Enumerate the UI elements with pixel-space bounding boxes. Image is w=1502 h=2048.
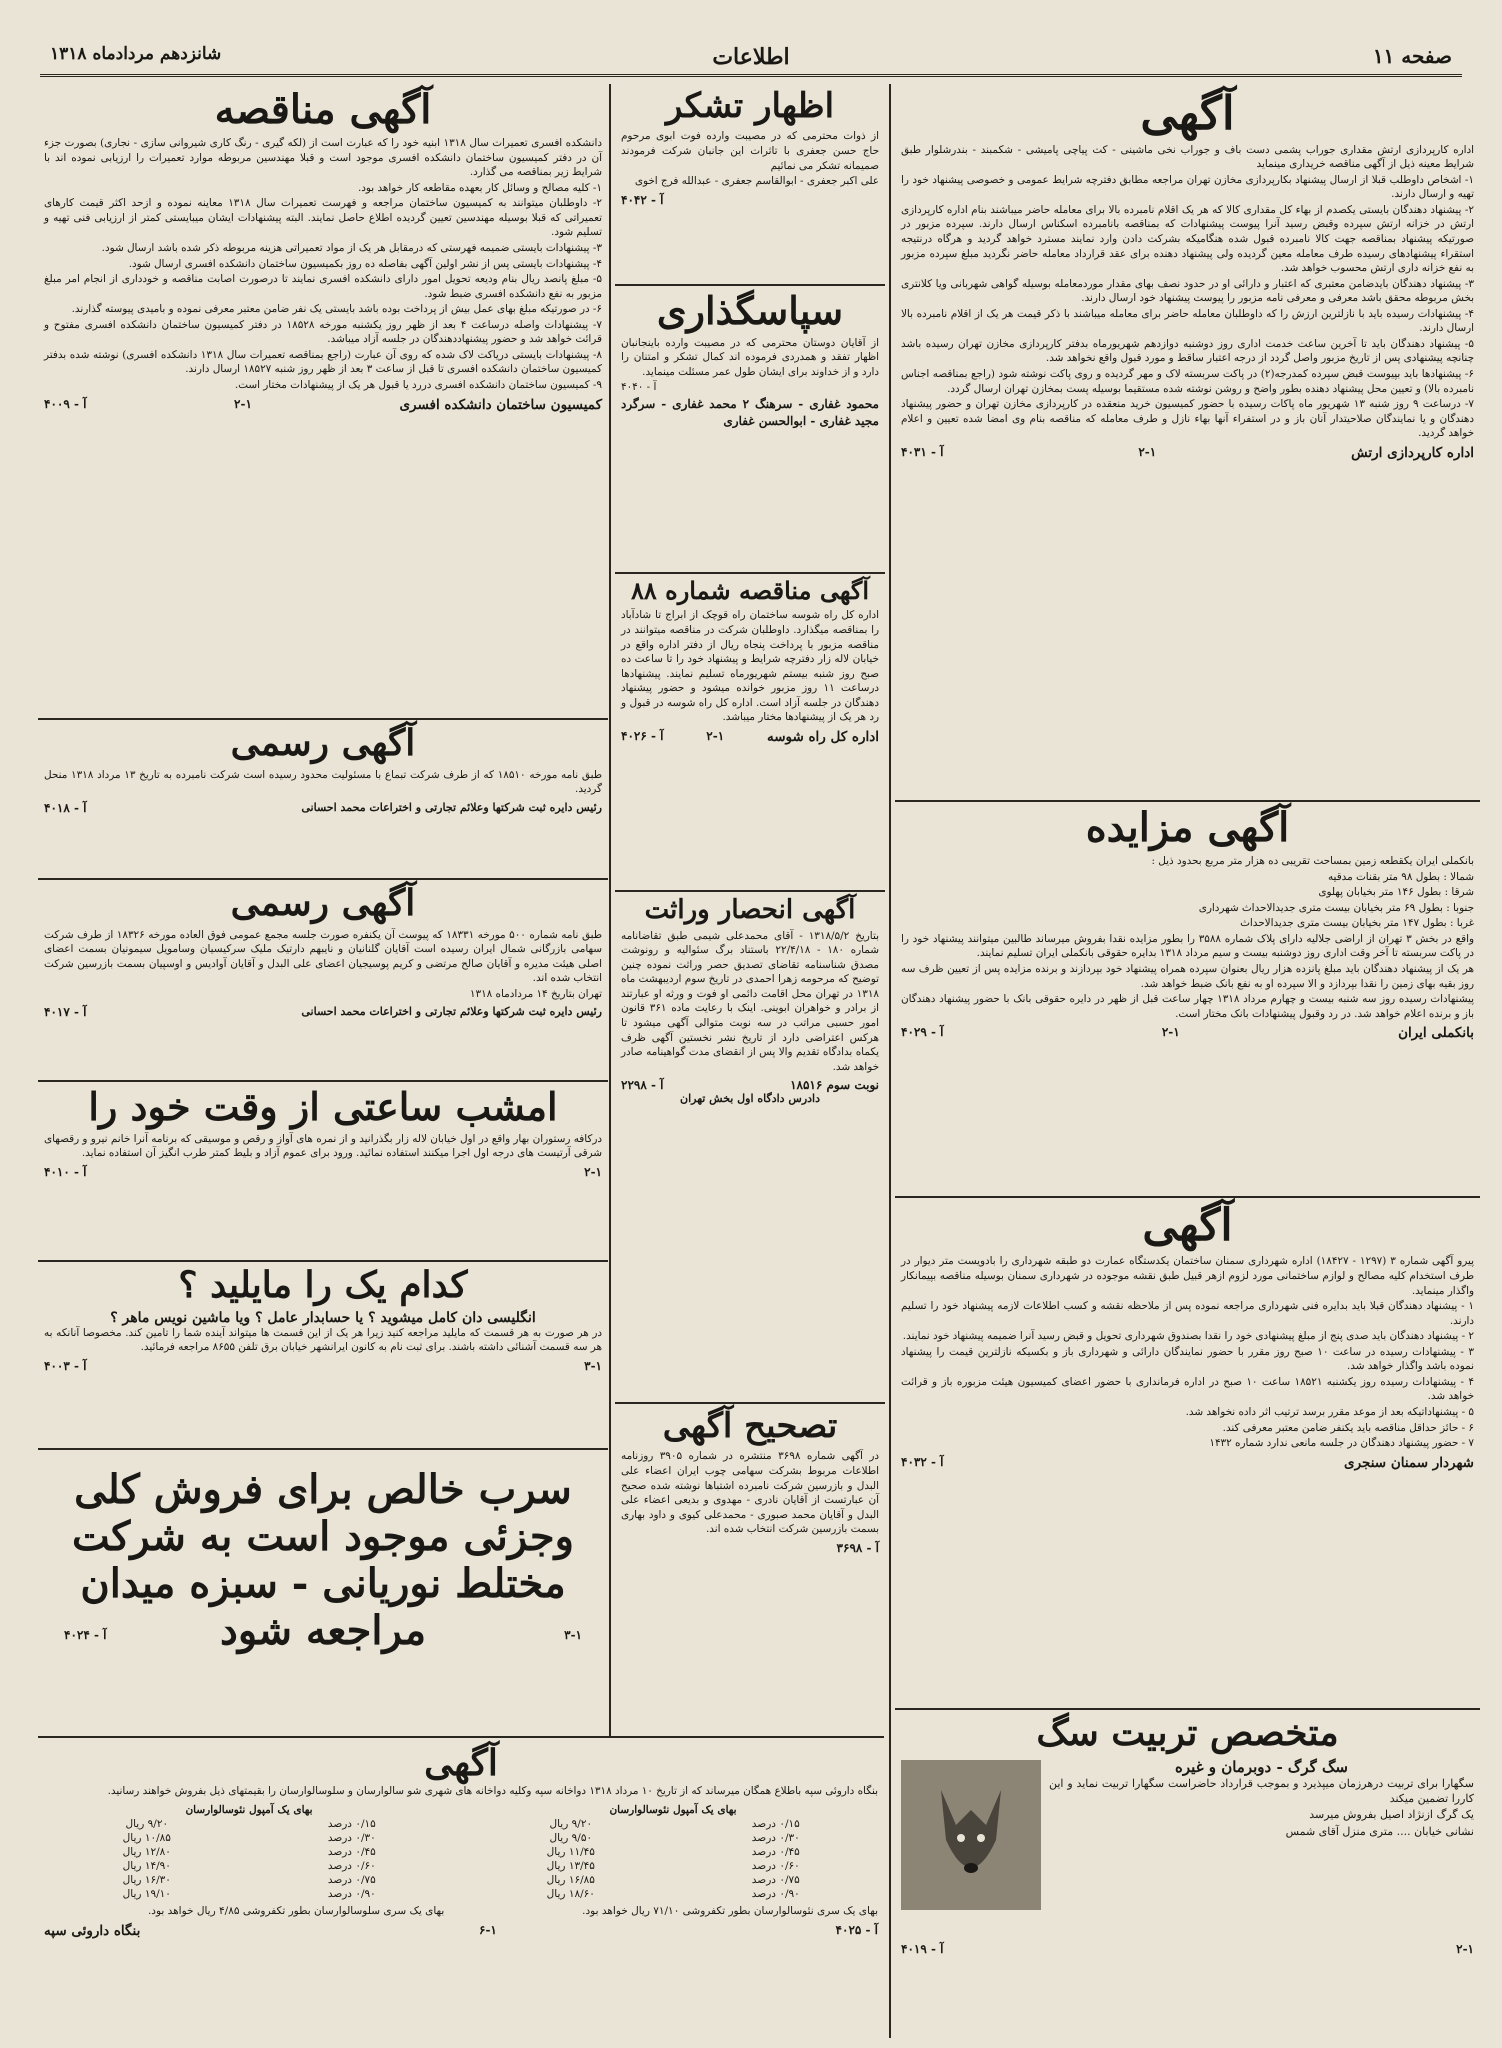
ad-line: وجزئی موجود است به شرکت — [72, 1513, 574, 1560]
ad-title: امشب ساعتی از وقت خود را — [88, 1084, 558, 1129]
ad-emshab — [38, 1082, 608, 1262]
table-row — [44, 1859, 878, 1873]
table-row — [44, 1873, 878, 1887]
ad-code: آ - ۲۲۹۸ — [621, 1078, 664, 1093]
ad-paragraph: طبق نامه مورخه ۱۸۵۱۰ که از طرف شرکت تبماع با مسئولیت محدود رسیده است شرکت نامبرده به تاریخ ۱۳ مرداد ۱۳۱۸ منحل گردید. — [44, 768, 602, 796]
ad-title: آگهی — [1142, 1200, 1233, 1251]
table-cell: ۱۶/۳۰ ریال — [122, 1873, 171, 1886]
ad-paragraph: هر یک از پیشنهاد دهندگان باید مبلغ پانزده هزار ریال بعنوان سپرده همراه پیشنهاد خود بپردازند و برنده مزایده پس از تعیین ظرف سه روز بقیه بهای زمین را نقدا بپردازد و الا سپرده او به نفع بانک ضبط خواهد شد. — [901, 962, 1474, 990]
ad-run-number: ۶-۱ — [479, 1922, 497, 1937]
ad-body — [44, 1326, 602, 1355]
ad-subtitle: انگلیسی دان کامل میشوید ؟ یا حسابدار عامل ؟ ویا ماشین نویس ماهر ؟ — [110, 1309, 536, 1326]
table-header: بهای یک آمپول نئوسالوارسان — [185, 1803, 313, 1816]
table-row — [44, 1817, 878, 1831]
ad-paragraph: ۴- پیشنهادات رسیده باید با نازلترین ارزش را که داوطلبان معامله حاضر برای معامله میباشند با ذکر قیمت هر یک از اقلام نامبرده بالا ارسال دارند. — [901, 307, 1474, 335]
ad-paragraph: بتاریخ ۱۳۱۸/۵/۲ - آقای محمدعلی شیمی طبق تقاضانامه شماره ۱۸۰ - ۲۲/۴/۱۸ باستناد برگ سئوالیه و رونوشت مصدق شناسنامه تقاضای تصدیق حصر وراثت نموده چنین توضیح که مرحومه زهرا احمدی در تاریخ سوم اردیبهشت ماه ۱۳۱۸ در تهران محل اقامت دائمی او فوت و ورثه او عبارتند از برادر و خواهران ابوینی. اینک با رعایت ماده ۳۶۱ قانون امور حسبی مراتب در سه نوبت متوالی آگهی میشود تا هرکس اعتراضی دارد از تاریخ نشر نخستین آگهی ظرف یکماه بدادگاه تقدیم والا پس از انقضای مدت گواهینامه صادر خواهد شد. — [621, 929, 880, 1073]
ad-code: آ - ۴۰۰۳ — [44, 1358, 87, 1373]
ad-paragraph: ۳- پیشنهاد دهندگان بایدضامن معتبری که اعتبار و دارائی او در حدود نصف بهای مقدار موردمعامله بوسیله گواهی شهربانی ویا کلانتری بخش مربوطه محقق باشد معرفی و معرفی نامه مزبور را پیوست پیشنهاد خود ارسال دارند. — [901, 277, 1474, 305]
table-header-row — [44, 1803, 878, 1817]
ad-paragraph: ۲ - پیشنهاد دهندگان باید صدی پنج از مبلغ پیشنهادی خود را نقدا بصندوق شهرداری تحویل و قبض رسید آنرا ضمیمه پیشنهاد خود نمایند. — [902, 1330, 1474, 1343]
ad-paragraph: یک گرگ ازنژاد اصیل بفروش میرسد — [1309, 1808, 1474, 1822]
ad-title: متخصص تربیت سگ — [1036, 1712, 1339, 1754]
dog-photo — [901, 1760, 1041, 1910]
table-cell: ۰/۳۰ درصد — [327, 1831, 376, 1844]
ad-footer — [901, 1025, 1474, 1041]
ad-code: آ - ۴۰۱۹ — [901, 1941, 944, 1956]
ad-kodam — [38, 1262, 608, 1450]
table-cell: ۹/۲۰ ریال — [125, 1817, 169, 1830]
ad-code: آ - ۴۰۲۹ — [901, 1025, 944, 1040]
ad-footer — [901, 1455, 1474, 1471]
ad-paragraph: غربا : بطول ۱۴۷ متر بخیابان بیست متری جدیدالاحداث — [1240, 917, 1474, 930]
ad-rasmi-2 — [38, 880, 608, 1082]
ad-footer — [44, 1005, 602, 1019]
ad-paragraph: ۵ - پیشنهاداتیکه بعد از موعد مقرر برسد ترتیب اثر داده نخواهد شد. — [1185, 1406, 1474, 1419]
ad-title: آگهی مناقصه — [214, 86, 432, 133]
page-header — [40, 40, 1462, 77]
table-row — [44, 1887, 878, 1901]
ad-title: سپاسگذاری — [656, 288, 844, 333]
price-note: بهای یک سری نئوسالوارسان بطور تکفروشی ۷۱/۱۰ ریال خواهد بود. — [582, 1904, 878, 1917]
table-row — [44, 1845, 878, 1859]
ad-paragraph: ۴ - پیشنهادات رسیده روز یکشنبه ۱۸۵۲۱ ساعت ۱۰ صبح در اداره فرمانداری با حضور اعضای کمیسیون هیئت مزبوره باز و قرائت خواهد شد. — [901, 1375, 1474, 1403]
ad-body — [621, 129, 879, 188]
ad-title: آگهی — [424, 1742, 498, 1784]
ad-paragraph: ۷- درساعت ۹ روز شنبه ۱۳ شهریور ماه پاکات رسیده با حضور کمیسیون خرید منعقده در کارپردازی مخازن تهران و حضور پیشنهاد دهندگان و یا نمایندگان صلاحیتدار آنان باز و در استفراء آنها بهاء نازل و طرف معامله که مناقصه بنام وی امضا شده تعیین و اعلام خواهد گردید. — [901, 398, 1474, 440]
ad-footer — [44, 1359, 602, 1373]
ad-signature: بنگاه داروئی سپه — [44, 1922, 141, 1939]
ad-line: مختلط نوریانی - سبزه میدان — [80, 1560, 566, 1607]
ad-paragraph: ۶- پیشنهادها باید بپیوست قبض سپرده کمدرجه(۲) در پاکت سربسته لاک و مهر گردیده و روی پاکت نوشته شود (راجع بمناقصه اجناس نامبرده بالا) و تعیین محل پیشنهاد دهنده بطور واضح و روشن نوشته شده مستقیما بوسیله پست بمخازن تهران ارسال گردد. — [901, 368, 1474, 395]
ad-signature: کمیسیون ساختمان دانشکده افسری — [399, 396, 602, 413]
ad-title: تصحیح آگهی — [662, 1406, 838, 1446]
ad-date: تهران بتاریخ ۱۴ مردادماه ۱۳۱۸ — [469, 987, 602, 1000]
page-number: صفحه ۱۱ — [1372, 44, 1452, 68]
ad-line: مراجعه شود — [220, 1607, 426, 1654]
ad-paragraph: شمالا : بطول ۹۸ متر بقنات مدقیه — [1327, 870, 1474, 883]
ad-title: آگهی رسمی — [230, 722, 416, 764]
ad-signature: دادرس دادگاه اول بخش تهران — [680, 1092, 820, 1106]
ad-footer — [621, 1541, 879, 1555]
price-note: بهای یک سری سلوسالوارسان بطور تکفروشی ۴/۸۵ ریال خواهد بود. — [147, 1904, 445, 1917]
ad-body — [44, 1784, 878, 1799]
ad-code: آ - ۴۰۲۴ — [64, 1628, 107, 1642]
ad-paragraph: ۱- اشخاص داوطلب قبلا از ارسال پیشنهاد بکارپردازی مخازن تهران مراجعه مطابق دفترچه شرایط عمومی و خصوصی پیشنهاد خود را تهیه و ارسال دارند. — [901, 173, 1474, 201]
ad-code: آ - ۴۰۴۰ — [621, 381, 657, 394]
ad-footer — [44, 1165, 602, 1179]
ad-signature: اداره کل راه شوسه — [766, 728, 879, 745]
ad-footer — [621, 193, 879, 207]
ad-paragraph: ۳ - پیشنهادات رسیده در ساعت ۱۰ صبح روز مقرر با حضور نمایندگان دارائی و شهرداری باز و بکسیکه نازلترین قیمت را پیشنهاد نموده باشد واگذار خواهد شد. — [901, 1345, 1474, 1373]
ad-title: اظهار تشکر — [665, 86, 835, 126]
ad-subtitle: سگ گرگ - دوبرمان و غیره — [1175, 1757, 1348, 1776]
ad-tashakor — [615, 84, 885, 286]
ad-footer — [44, 397, 602, 413]
ad-paragraph: ۴- پیشنهادات بایستی پس از نشر اولین آگهی بفاصله ده روز بکمیسیون ساختمان دانشکده افسری ارسال شود. — [128, 257, 602, 270]
ad-daneshkade — [38, 84, 608, 720]
ad-code: آ - ۴۰۲۵ — [835, 1922, 878, 1937]
issue-date: شانزدهم مردادماه ۱۳۱۸ — [50, 44, 222, 64]
ad-paragraph: ۷- پیشنهادات واصله درساعت ۴ بعد از ظهر روز یکشنبه مورخه ۱۸۵۲۸ در دفتر کمیسیون ساختمان دانشکده افسری مفتوح و قرائت خواهد شد و حضور پیشنهاددهندگان در جلسه آزاد میباشد. — [44, 318, 602, 346]
ad-signature: شهردار سمنان سنجری — [1344, 1454, 1474, 1471]
table-cell: ۱۹/۱۰ ریال — [122, 1887, 171, 1900]
newspaper-name: اطلاعات — [712, 44, 790, 70]
ad-paragraph: پیشنهادات رسیده روز سه شنبه بیست و چهارم مرداد ۱۳۱۸ چهار ساعت قبل از ظهر در دایره حقوقی بانک با حضور پیشنهاد دهندگان باز و برنده اعلام خواهد شد. در رد وقبول پیشنهادات بانک مختار است. — [901, 993, 1474, 1020]
ad-mozayede — [895, 802, 1480, 1198]
ad-run-number: ۲-۱ — [1161, 1025, 1180, 1040]
ad-paragraph: ۵- مبلغ پانصد ریال بنام ودیعه تحویل امور دارای دانشکده افسری نمایند تا درصورت اصابت مناقصه و خودداری از انجام امر مبلغ مزبور به نفع دانشکده افسری ضبط شود. — [44, 273, 602, 300]
ad-footer — [901, 1912, 1474, 1956]
ad-paragraph: درکافه رستوران بهار واقع در اول خیابان لاله زار بگذرانید و از نمره های آواز و رقص و موسیقی که برنامه آنرا خانم نیرو و رقصهای شرقی آرتیست های درجه اول اجرا میکنند استفاده نمائید. ورود برای عموم آزاد و بلیط کمتر طرب انگیز آن استفاده نماید. — [44, 1132, 602, 1160]
ad-paragraph: اداره کارپردازی ارتش مقداری جوراب پشمی دست باف و جوراب نخی ماشینی - کت پیاچی پامیشی - شکمبند - بندرشلوار طبق شرایط معینه ذیل از آگهی مناقصه خریداری مینماید — [901, 143, 1474, 171]
ad-paragraph: ۱- کلیه مصالح و وسائل کار بعهده مقاطعه کار خواهد بود. — [357, 181, 602, 194]
ad-paragraph: در آگهی شماره ۳۶۹۸ منتشره در شماره ۳۹۰۵ روزنامه اطلاعات مربوط بشرکت سهامی چوب ایران اعضاء علی البدل و بازرسین شرکت نامبرده اشتباها نوشته شده صحیح آن عبارتست از آقایان نادری - مهدوی و بدیعی اعضاء علی البدل و آقایان محمد صبوری - محمدعلی کیوی و داود بهاری بسمت بازرسین شرکت انتخاب شده اند. — [621, 1450, 880, 1536]
ad-code: آ - ۴۰۴۲ — [621, 192, 664, 207]
ad-monaghese-88 — [615, 574, 885, 892]
column-left — [38, 84, 608, 1734]
ad-code: آ - ۴۰۱۸ — [44, 800, 87, 815]
ad-signature: اداره کارپردازی ارتش — [1351, 444, 1474, 461]
ad-code: آ - ۴۰۱۰ — [44, 1164, 87, 1179]
ad-paragraph: ۶ - حائز حداقل مناقصه باید یکنفر ضامن معتبر معرفی کند. — [1222, 1421, 1474, 1434]
ad-footer — [901, 445, 1474, 461]
table-cell: ۰/۱۵ درصد — [751, 1817, 800, 1830]
ad-title: آگهی — [1140, 86, 1235, 140]
ad-footer — [621, 1078, 879, 1092]
ad-body — [44, 768, 602, 797]
ad-artesh — [895, 84, 1480, 802]
ad-rasmi-1 — [38, 720, 608, 880]
ad-note: نوبت سوم ۱۸۵۱۶ — [790, 1078, 879, 1093]
ad-run-number: ۲-۱ — [1138, 444, 1157, 459]
ad-body — [621, 1449, 879, 1536]
ad-line: سرب خالص برای فروش کلی — [74, 1466, 572, 1513]
table-cell: ۰/۳۰ درصد — [751, 1831, 800, 1844]
price-table — [44, 1803, 878, 1901]
ad-paragraph: دانشکده افسری تعمیرات سال ۱۳۱۸ ابنیه خود را که عبارت است از (لکه گیری - رنگ کاری شیروانی سازی - نجاری) بصورت جزء آن در دفتر کمیسیون ساختمان دانشکده افسری موجود است و قبلا مهندسین مربوطه موارد تعمیرات را ارزیابی نموده اند با شرایط زیر بمناقصه می گذارد. — [44, 137, 602, 179]
ad-title: کدام یک را مایلید ؟ — [178, 1264, 468, 1306]
table-cell: ۱۱/۴۵ ریال — [546, 1845, 595, 1858]
ad-paragraph: ۲- داوطلبان میتوانند به کمیسیون ساختمان مراجعه و فهرست تعمیرات سال ۱۳۱۸ معاینه نموده و ازحد اکثر قیمت کارهای تعمیراتی که قبلا بوسیله مهندسین تعیین گردیده اطلاع حاصل نمایند. البته پیشنهادات ایشان میبایستی کمتر از ارزیابی فنی تهیه و تسلیم شود. — [44, 197, 602, 239]
ad-code: آ - ۳۶۹۸ — [836, 1540, 879, 1555]
ad-body — [901, 1254, 1474, 1450]
ad-run-number: ۲-۱ — [706, 728, 725, 743]
ad-body — [44, 928, 602, 1002]
ad-run-number: ۳-۱ — [584, 1358, 602, 1373]
ad-body — [621, 336, 879, 430]
ad-signature: رئیس دایره ثبت شرکتها وعلائم تجارتی و اختراعات محمد احسانی — [301, 800, 602, 814]
ad-title: آگهی مزایده — [1085, 804, 1290, 851]
table-cell: ۱۴/۹۰ ریال — [122, 1859, 171, 1872]
ad-paragraph: بنگاه داروئی سپه باطلاع همگان میرساند که از تاریخ ۱۰ مرداد ۱۳۱۸ دواخانه سپه وکلیه دواخانه های شهری شو سالوارسان و سلوسالوارسان را بقیمتهای ذیل بفروش خواهند رسانید. — [107, 1785, 878, 1797]
ad-paragraph: از آقایان دوستان محترمی که در مصیبت وارده باینجانبان اظهار تفقد و همدردی فرموده اند کمال تشکر و امتنان را دارد و از خداوند برای ایشان طول عمر مسئلت مینماید. — [621, 336, 879, 378]
ad-names: محمود غفاری - سرهنگ ۲ محمد غفاری - سرگرد مجید غفاری - ابوالحسن غفاری — [621, 397, 879, 428]
ad-body — [901, 143, 1474, 441]
price-notes — [44, 1905, 878, 1917]
ad-body — [44, 1132, 602, 1161]
table-cell: ۰/۷۵ درصد — [327, 1873, 376, 1886]
table-header: بهای یک آمپول نئوسالوارسان — [609, 1803, 737, 1816]
table-cell: ۰/۶۰ درصد — [327, 1859, 376, 1872]
ad-paragraph: ۶- در صورتیکه مبلغ بهای عمل بیش از پرداخت بوده باشد بایستی یک نفر ضامن معتبر معرفی نموده و بامیدی پیوسته گذارند. — [71, 303, 602, 316]
column-right — [895, 84, 1480, 2038]
column-rule — [889, 84, 891, 2038]
ad-code: آ - ۴۰۲۶ — [621, 728, 664, 743]
table-cell: ۰/۴۵ درصد — [751, 1845, 800, 1858]
dog-head-icon — [911, 1770, 1031, 1900]
ad-run-number: ۳-۱ — [564, 1628, 582, 1642]
ad-paragraph: نشانی خیابان .... متری منزل آقای شمس — [1285, 1824, 1474, 1838]
ad-footer — [44, 801, 602, 815]
ad-serb — [38, 1450, 608, 1750]
ad-enhesar-verasat — [615, 892, 885, 1404]
table-cell: ۱۶/۸۵ ریال — [546, 1873, 595, 1886]
ad-footer — [44, 1923, 878, 1939]
ad-code: آ - ۴۰۳۲ — [901, 1454, 944, 1469]
ad-paragraph: پیرو آگهی شماره ۳ (۱۲۹۷ - ۱۸۴۲۷) اداره شهرداری سمنان ساختمان یکدستگاه عمارت دو طبقه شهرداری را بادویست متر دیوار در طرف استخدام کلیه مصالح و لوازم ساختمانی مورد لزوم ازهر قبیل طبق نقشه موجوده در شهرداری سمنان بوسیله مناقصه بپیمانکار واگذار مینماید. — [901, 1255, 1474, 1297]
ad-run-number: ۲-۱ — [234, 396, 252, 411]
ad-paragraph: اداره کل راه شوسه ساختمان راه قوچک از ابراج تا شادآباد را بمناقصه میگذارد. داوطلبان شرکت در مناقصه میتوانند در مناقصه مزبور با پرداخت پنجاه ریال از دفتر اداره واقع در خیابان لاله زار دفترچه شرایط و پیشنهاد خود را تا ساعت ده صبح روز شنبه بیستم شهریورماه تسلیم نمایند. پیشنهادها درساعت ۱۱ روز مزبور خوانده میشود و حضور پیشنهاد دهندگان در جلسه آزاد است. اداره کل راه شوسه در قبول و رد هر یک از پیشنهادها مختار میباشد. — [621, 609, 879, 724]
ad-title: آگهی انحصار وراثت — [644, 895, 856, 925]
table-cell: ۰/۱۵ درصد — [327, 1817, 376, 1830]
ad-paragraph: ۱ - پیشنهاد دهندگان قبلا باید بدایره فنی شهرداری مراجعه نموده پس از ملاحظه نقشه و کسب اطلاعات لازمه پیشنهاد خود را تسلیم دارند. — [901, 1300, 1474, 1327]
ad-title: آگهی مناقصه شماره ۸۸ — [630, 576, 870, 605]
table-cell: ۱۳/۴۵ ریال — [546, 1859, 595, 1872]
table-cell: ۰/۹۰ درصد — [751, 1887, 800, 1900]
table-row — [44, 1831, 878, 1845]
ad-run-number: ۲-۱ — [1456, 1941, 1474, 1956]
table-cell: ۰/۶۰ درصد — [751, 1859, 800, 1872]
ad-paragraph: ۵- پیشنهاد دهندگان باید تا آخرین ساعت خدمت اداری روز دوشنبه دوازدهم شهریورماه بدفتر کارپردازی مخازن تهران رسیده باشد چنانچه پیشنهادی پس از تاریخ مزبور واصل گردد از درجه اعتبار ساقط و مورد قبول واقع نخواهد شد. — [901, 337, 1474, 365]
ad-sag — [895, 1710, 1480, 2040]
ad-title: آگهی رسمی — [230, 882, 416, 924]
ad-signature: رئیس دایره ثبت شرکتها وعلائم تجارتی و اختراعات محمد احسانی — [301, 1005, 602, 1019]
ad-paragraph: ۷ - حضور پیشنهاد دهندگان در جلسه مانعی ندارد شماره ۱۴۳۲ — [1209, 1437, 1474, 1450]
ad-paragraph: سگهارا برای تربیت درهرزمان میپذیرد و بموجب قرارداد حاضراست سگهارا تربیت نماید و این کاررا تضمین میکند — [1049, 1776, 1474, 1805]
ad-paragraph: در هر صورت به هر قسمت که مایلید مراجعه کنید زیرا هر یک از این قسمت ها میتواند آینده شما را تامین کند. مخصوصا آنانکه به هر سه قسمت آشنائی داشته باشند. برای ثبت نام به کانون ایرانشهر خیابان برق تلفن ۸۶۵۵ مراجعه فرمائید. — [44, 1326, 602, 1354]
ad-names: علی اکبر جعفری - ابوالقاسم جعفری - عبدالله فرج اخوی — [634, 175, 879, 188]
table-cell: ۹/۲۰ ریال — [549, 1817, 593, 1830]
ad-semnan — [895, 1198, 1480, 1710]
table-cell: ۹/۵۰ ریال — [549, 1831, 593, 1844]
ad-body — [621, 929, 879, 1075]
ad-daroo-sepah — [38, 1736, 884, 2038]
table-cell: ۱۲/۸۰ ریال — [122, 1845, 171, 1858]
table-cell: ۱۸/۶۰ ریال — [546, 1887, 595, 1900]
table-cell: ۰/۹۰ درصد — [327, 1887, 376, 1900]
ad-paragraph: شرقا : بطول ۱۴۶ متر بخیابان پهلوی — [1318, 886, 1474, 899]
ad-paragraph: طبق نامه شماره ۵۰۰ مورخه ۱۸۳۳۱ که پیوست آن یکنفره صورت جلسه مجمع عمومی فوق العاده مورخه ۱۸۳۲۶ از طرف شرکت سهامی بازرگانی شمال ایران رسیده است آقایان گلنانیان و نایبهم دارتیک ملیک سرکیسیان وسامویل سیمونیان بسمت اعضای اصلی هیئت مدیره و آقایان صالح مرتضی و کریم پوسیجیان اعضای علی البدل و آقایان آوادیس و اوسپیان بسمت بازرسین شرکت انتخاب شده اند. — [44, 928, 603, 985]
ad-code: آ - ۴۰۳۱ — [901, 444, 944, 459]
ad-body — [901, 854, 1474, 1021]
ad-sepas — [615, 286, 885, 574]
ad-paragraph: واقع در بخش ۳ تهران از اراضی جلالیه دارای پلاک شماره ۳۵۸۸ را بطور مزایده نقدا بفروش میرساند طالبین میتوانند پیشنهاد خود را در پاکت سربسته تا آخر وقت اداری روز دوشنبه بیست و سیم مرداد ۱۳۱۸ بدایره حقوقی بانکملی ایران تسلیم نمایند. — [901, 932, 1474, 960]
ad-signature: بانکملی ایران — [1398, 1025, 1474, 1042]
ad-paragraph: ۲- پیشنهاد دهندگان بایستی یکصدم از بهاء کل مقداری کالا که هر یک اقلام نامبرده بالا برای معامله حاضر میباشند بنام اداره کارپردازی ارتش در خزانه ارتش سپرده وقبض رسید آنرا پیوست پیشنهادات که بمناقصه بانامبرده اسکناس ارسال دارند. سپرده مزبور در صورتیکه پیشنهاد بمناقصه جهت کالا نامبرده قبول شده هنگامیکه بشرکت دادن وارد نمایند مسترد خواهد گردید و هرگاه درنتیجه استقراء پیشنهادهای رسیده طرف معامله معین گردیده ولی پیشنهاد دهنده برای عقد قرارداد معامله حاضر نگردید مبلغ سپرده مزبور به نفع خزانه داری ارتش محسوب خواهد شد. — [901, 203, 1474, 275]
ad-body — [44, 136, 602, 393]
ad-paragraph: ۹- کمیسیون ساختمان دانشکده افسری دررد یا قبول هر یک از پیشنهادات مختار است. — [234, 379, 602, 391]
ad-code: آ - ۴۰۰۹ — [44, 396, 87, 411]
table-cell: ۰/۴۵ درصد — [327, 1845, 376, 1858]
ad-paragraph: بانکملی ایران یکقطعه زمین بمساحت تقریبی ده هزار متر مربع بحدود ذیل : — [1151, 855, 1474, 867]
table-cell: ۰/۷۵ درصد — [751, 1873, 800, 1886]
ad-body — [621, 608, 879, 725]
ad-paragraph: ۳- پیشنهادات بایستی ضمیمه فهرستی که درمقابل هر یک از مواد تعمیراتی هزینه مربوطه ذکر شده باشد ارسال شود. — [101, 241, 602, 254]
ad-paragraph: از ذوات محترمی که در مصیبت وارده فوت ابوی مرحوم حاج حسن جعفری با تاثرات این جانبان شرکت فرمودند صمیمانه تشکر می نمائیم — [621, 130, 879, 172]
table-cell: ۱۰/۸۵ ریال — [122, 1831, 171, 1844]
ad-paragraph: ۸- پیشنهادات بایستی دریاکت لاک شده که روی آن عبارت (راجع بمناقصه تعمیرات سال ۱۳۱۸ دانشکده افسری) نوشته شده بدفتر کمیسیون ساختمان دانشکده افسری تا قبل از ساعت ۳ بعد از ظهر روز شنبه ۱۸۵۲۷ ارسال دارند. — [44, 348, 602, 376]
ad-footer — [621, 729, 879, 745]
ad-paragraph: جنوبا : بطول ۶۹ متر بخیابان بیست متری جدیدالاحداث شهرداری — [1198, 901, 1474, 914]
ad-run-number: ۲-۱ — [584, 1164, 602, 1179]
ad-code: آ - ۴۰۱۷ — [44, 1005, 87, 1020]
